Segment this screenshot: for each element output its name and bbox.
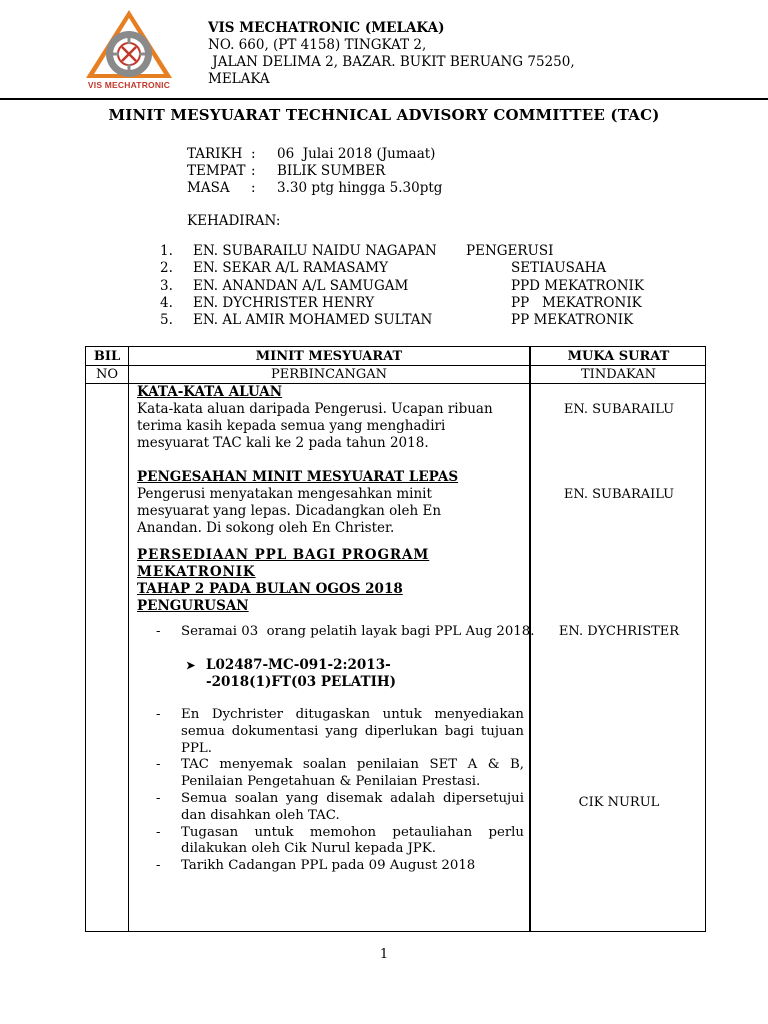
section-pengurusan xyxy=(137,598,507,615)
bullet-dash: - xyxy=(156,624,161,639)
attendee-name: EN. DYCHRISTER HENRY xyxy=(193,294,375,311)
company-logo xyxy=(84,8,174,92)
table-column-divider xyxy=(128,347,129,931)
list-item xyxy=(156,858,524,875)
bullet-list xyxy=(156,707,524,875)
course-code-text: L02487-MC-091-2:2013--2018(1)FT(03 PELATIH) xyxy=(206,657,397,690)
bullet-dash: - xyxy=(156,858,161,874)
bullet-dash: - xyxy=(156,757,161,773)
logo-emblem-icon xyxy=(84,8,174,80)
header-bil: BIL xyxy=(93,349,121,364)
header-divider xyxy=(0,98,768,100)
attendance-label: KEHADIRAN: xyxy=(187,213,281,229)
header-tindakan: TINDAKAN xyxy=(581,367,656,382)
list-item xyxy=(160,243,660,260)
list-item xyxy=(160,295,660,312)
list-item xyxy=(156,757,524,791)
action-owner: EN. SUBARAILU xyxy=(563,487,675,502)
list-item xyxy=(160,312,660,329)
meta-value: 3.30 ptg hingga 5.30ptg xyxy=(277,180,443,196)
course-code-item xyxy=(186,657,486,691)
bullet-text: Tarikh Cadangan PPL pada 09 August 2018 xyxy=(181,858,476,874)
section-pengesahan xyxy=(137,469,507,537)
logo-brand-text: VIS MECHATRONIC xyxy=(87,80,171,90)
attendee-number: 5. xyxy=(160,312,173,329)
bullet-text: En Dychrister ditugaskan untuk menyediakan semua dokumentasi yang diperlukan bagi tujuan PPL. xyxy=(181,707,524,756)
meta-value: 06 Julai 2018 (Jumaat) xyxy=(277,146,436,162)
section-persediaan xyxy=(137,547,529,598)
attendee-role: PP MEKATRONIK xyxy=(511,312,634,329)
bullet-dash: - xyxy=(156,707,161,722)
attendee-number: 4. xyxy=(160,294,173,311)
list-item xyxy=(156,707,524,757)
list-item xyxy=(160,260,660,277)
header-no: NO xyxy=(95,367,119,382)
section-title: PENGURUSAN xyxy=(137,598,249,614)
company-address-block xyxy=(208,20,575,88)
attendee-name: EN. AL AMIR MOHAMED SULTAN xyxy=(193,312,433,329)
attendee-role: PENGERUSI xyxy=(466,243,554,259)
attendee-role: PPD MEKATRONIK xyxy=(511,277,644,294)
action-owner: EN. DYCHRISTER xyxy=(558,624,680,639)
meta-row-time xyxy=(187,180,442,197)
arrow-bullet-icon: ➤ xyxy=(186,659,196,672)
section-title: KATA-KATA ALUAN xyxy=(137,384,283,400)
attendee-name: EN. ANANDAN A/L SAMUGAM xyxy=(193,277,409,294)
meta-label: TEMPAT xyxy=(187,163,246,179)
document-title: MINIT MESYUARAT TECHNICAL ADVISORY COMMITTEE (TAC) xyxy=(108,106,660,124)
action-owner: CIK NURUL xyxy=(578,795,660,810)
minutes-table xyxy=(85,346,706,932)
bullet-text: TAC menyemak soalan penilaian SET A & B, Penilaian Pengetahuan & Penilaian Prestasi. xyxy=(181,757,524,790)
list-item xyxy=(156,825,524,859)
meta-row-place xyxy=(187,163,442,180)
bullet-dash: - xyxy=(156,824,161,840)
attendee-name: EN. SUBARAILU NAIDU NAGAPAN xyxy=(193,243,437,259)
section-title: TAHAP 2 PADA BULAN OGOS 2018 xyxy=(137,581,403,597)
attendee-role: PP MEKATRONIK xyxy=(511,294,642,311)
header-minit: MINIT MESYUARAT xyxy=(255,349,403,364)
meta-label: MASA xyxy=(187,180,230,196)
list-item xyxy=(160,278,660,295)
attendance-list xyxy=(160,243,660,329)
header-muka-surat: MUKA SURAT xyxy=(567,349,670,364)
meta-value: BILIK SUMBER xyxy=(277,163,386,179)
action-owner: EN. SUBARAILU xyxy=(563,402,675,417)
bullet-text: Semua soalan yang disemak adalah dipersetujui dan disahkan oleh TAC. xyxy=(181,790,524,823)
attendee-number: 2. xyxy=(160,260,173,277)
bullet-text: Tugasan untuk memohon petauliahan perlu dilakukan oleh Cik Nurul kepada JPK. xyxy=(181,824,524,857)
bullet-text: Seramai 03 orang pelatih layak bagi PPL Aug 2018. xyxy=(181,624,535,639)
bullet-dash: - xyxy=(156,790,161,806)
attendee-number: 1. xyxy=(160,243,173,259)
header-perbincangan: PERBINCANGAN xyxy=(271,367,387,382)
bullet-list-first xyxy=(156,624,535,641)
address-line: NO. 660, (PT 4158) TINGKAT 2, xyxy=(208,37,427,53)
section-kata-aluan xyxy=(137,384,507,452)
address-line: MELAKA xyxy=(208,71,270,87)
meta-label: TARIKH xyxy=(187,146,243,162)
section-body: Kata-kata aluan daripada Pengerusi. Ucapan ribuan terima kasih kepada semua yang menghadiri mesyuarat TAC kali ke 2 pada tahun 2018. xyxy=(137,401,493,451)
company-name: VIS MECHATRONIC (MELAKA) xyxy=(208,20,445,36)
meta-row-date xyxy=(187,146,442,163)
address-line: JALAN DELIMA 2, BAZAR. BUKIT BERUANG 75250, xyxy=(208,54,575,70)
section-body: Pengerusi menyatakan mengesahkan minit mesyuarat yang lepas. Dicadangkan oleh En Anandan. Di sokong oleh En Christer. xyxy=(137,486,442,536)
section-title: PERSEDIAAN PPL BAGI PROGRAM MEKATRONIK xyxy=(137,547,430,580)
meta-colon: : xyxy=(251,163,256,179)
attendee-role: SETIAUSAHA xyxy=(511,260,607,277)
attendee-number: 3. xyxy=(160,277,173,294)
meeting-details xyxy=(187,146,442,197)
list-item xyxy=(156,624,535,641)
list-item xyxy=(156,791,524,825)
section-title: PENGESAHAN MINIT MESYUARAT LEPAS xyxy=(137,469,459,485)
meta-colon: : xyxy=(251,146,256,162)
meta-colon: : xyxy=(251,180,256,196)
attendee-name: EN. SEKAR A/L RAMASAMY xyxy=(193,260,389,277)
page-number: 1 xyxy=(379,947,389,962)
